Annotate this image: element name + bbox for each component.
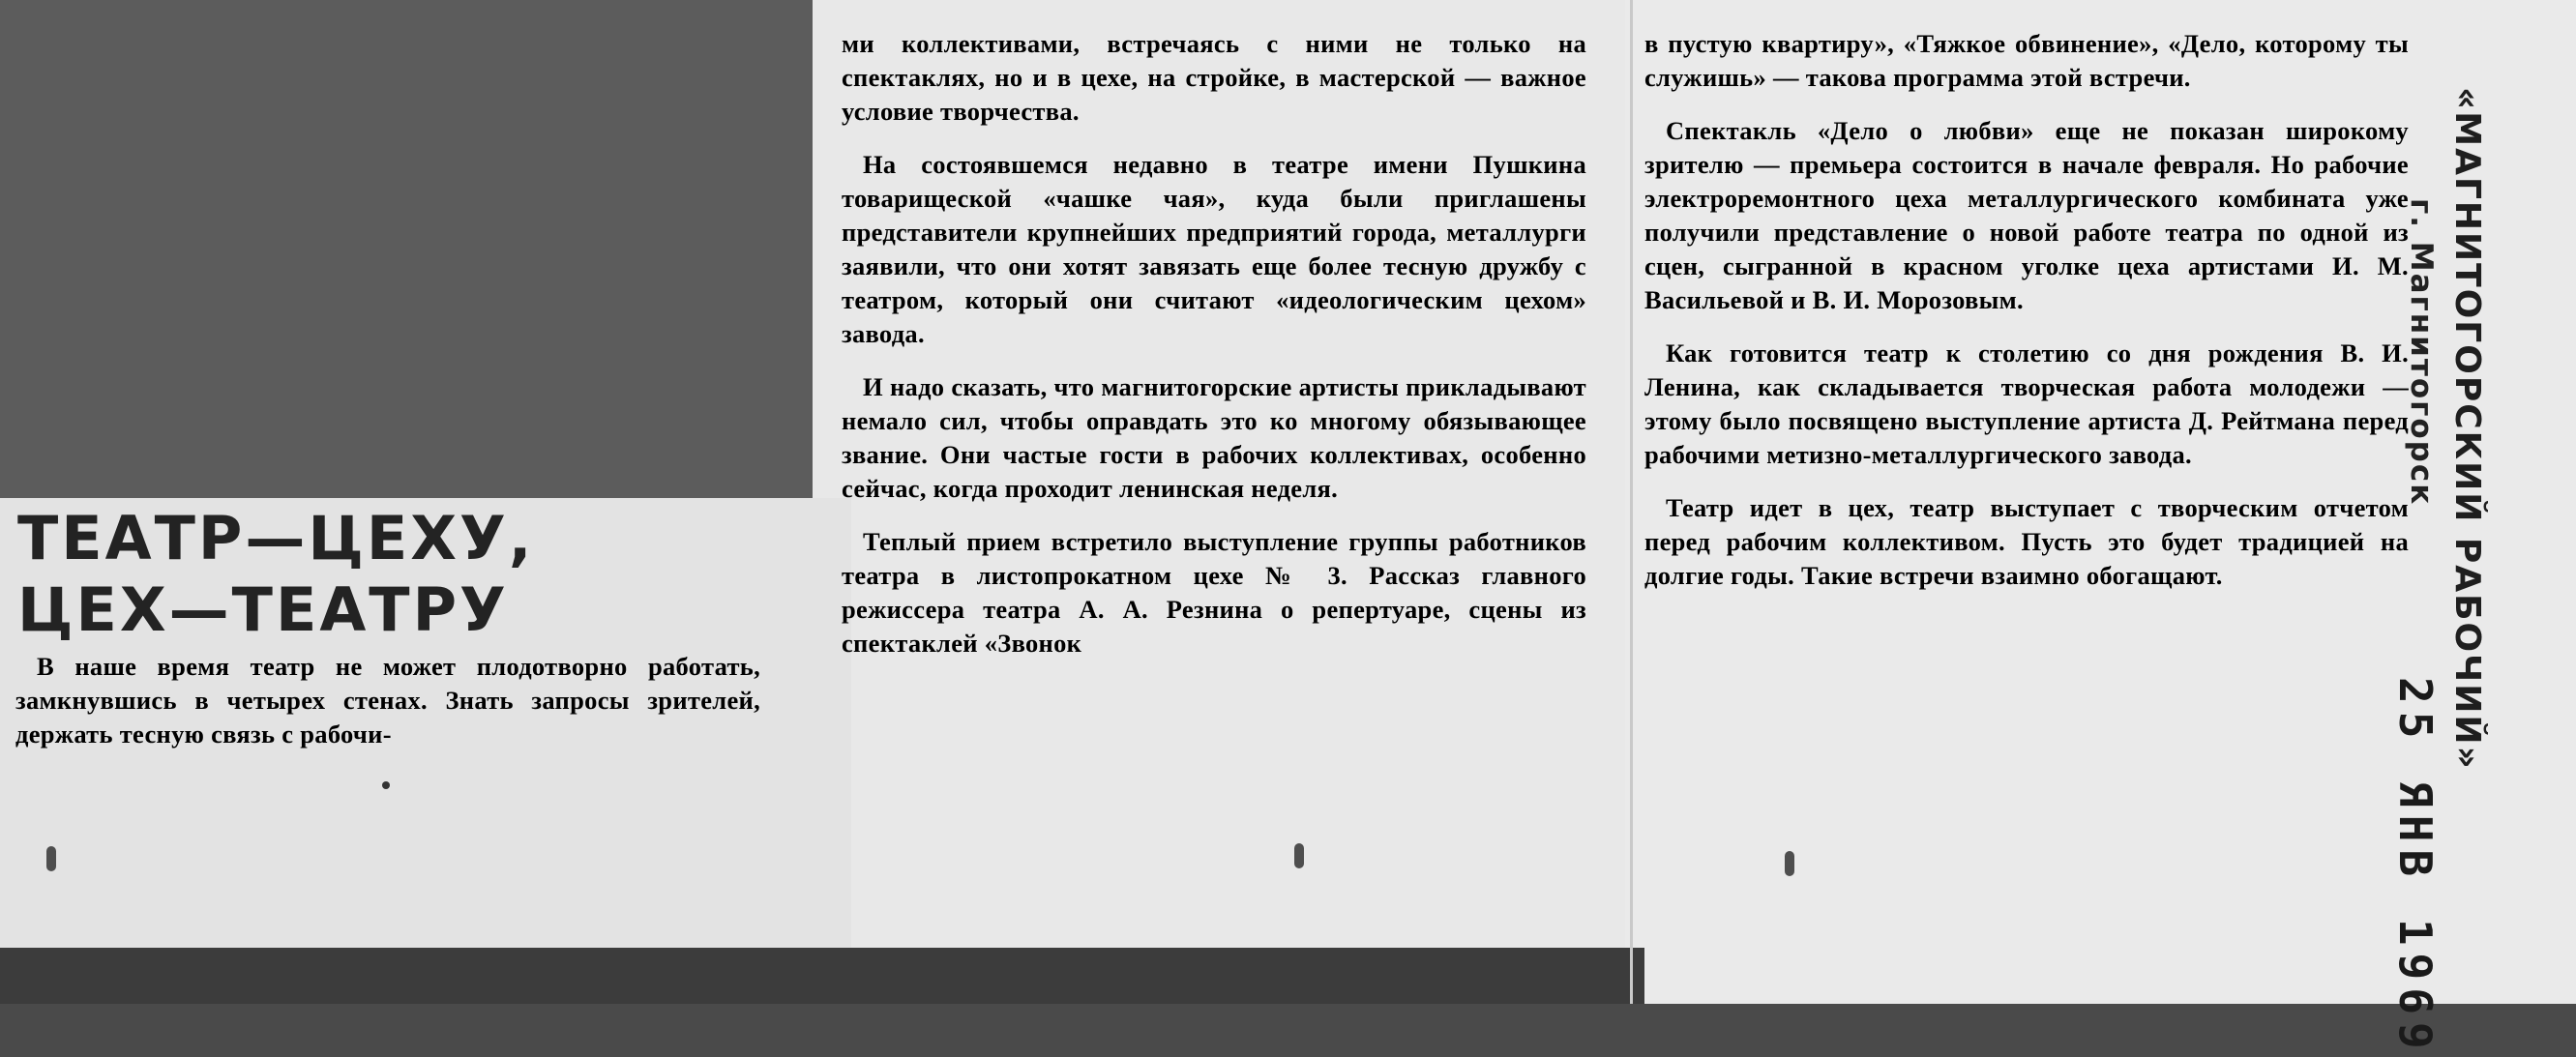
pin-hole-mark bbox=[46, 846, 56, 871]
paragraph: Театр идет в цех, театр выступает с творческим отчетом перед рабочим коллективом. Пусть это будет традицией на долгие годы. Такие встречи взаимно обогащают. bbox=[1644, 493, 2409, 590]
article-column-3 bbox=[1644, 27, 2409, 612]
paragraph: В наше время театр не может плодотворно работать, замкнувшись в четырех стенах. Знать запросы зрителей, держать тесную связь с рабочи- bbox=[15, 652, 760, 749]
paragraph: Как готовится театр к столетию со дня рождения В. И. Ленина, как складывается творческая работа молодежи — этому было посвящено выступление артиста Д. Рейтмана перед рабочими метизно-металлургического завода. bbox=[1644, 338, 2409, 469]
article-column-2 bbox=[842, 27, 1586, 680]
background-bottom-strip bbox=[0, 948, 1644, 1004]
paragraph: в пустую квартиру», «Тяжкое обвинение», «Дело, которому ты служишь» — такова программа этой встречи. bbox=[1644, 29, 2409, 92]
date-stamp: 25 ЯНВ 1969 bbox=[2389, 677, 2442, 1057]
headline-line-1: ТЕАТР—ЦЕХУ, bbox=[17, 503, 535, 573]
pin-hole-mark bbox=[1294, 843, 1304, 868]
article-headline bbox=[17, 503, 534, 646]
headline-line-2: ЦЕХ—ТЕАТРУ bbox=[17, 574, 509, 645]
background-dark-area bbox=[0, 0, 842, 498]
paper-seam bbox=[1630, 0, 1633, 1004]
city-stamp: г. Магнитогорск bbox=[2404, 198, 2439, 507]
newspaper-name-stamp: «МАГНИТОГОРСКИЙ РАБОЧИЙ» bbox=[2447, 87, 2487, 771]
ink-dot-mark bbox=[382, 781, 390, 789]
paragraph: Теплый прием встретило выступление группы работников театра в листопрокатном цехе № 3. Рассказ главного режиссера театра А. А. Резнина о репертуаре, сцены из спектаклей «Звонок bbox=[842, 527, 1586, 658]
article-column-1 bbox=[15, 650, 760, 771]
paragraph: И надо сказать, что магнитогорские артисты прикладывают немало сил, чтобы оправдать это ко многому обязывающее звание. Они частые гости в рабочих коллективах, особенно сейчас, когда проходит ленинская неделя. bbox=[842, 372, 1586, 503]
paragraph: На состоявшемся недавно в театре имени Пушкина товарищеской «чашке чая», куда были приглашены представители крупнейших предприятий города, металлурги заявили, что они хотят завязать еще более тесную дружбу с театром, который они считают «идеологическим цехом» завода. bbox=[842, 150, 1586, 348]
paragraph: Спектакль «Дело о любви» еще не показан широкому зрителю — премьера состоится в начале февраля. Но рабочие электроремонтного цеха металлургического комбината уже получили представление о новой работе театра по одной из сцен, сыгранной в красном уголке цеха артистами И. М. Васильевой и В. И. Морозовым. bbox=[1644, 116, 2409, 314]
pin-hole-mark bbox=[1785, 851, 1794, 876]
paragraph: ми коллективами, встречаясь с ними не только на спектаклях, но и в цехе, на стройке, в мастерской — важное условие творчества. bbox=[842, 29, 1586, 126]
